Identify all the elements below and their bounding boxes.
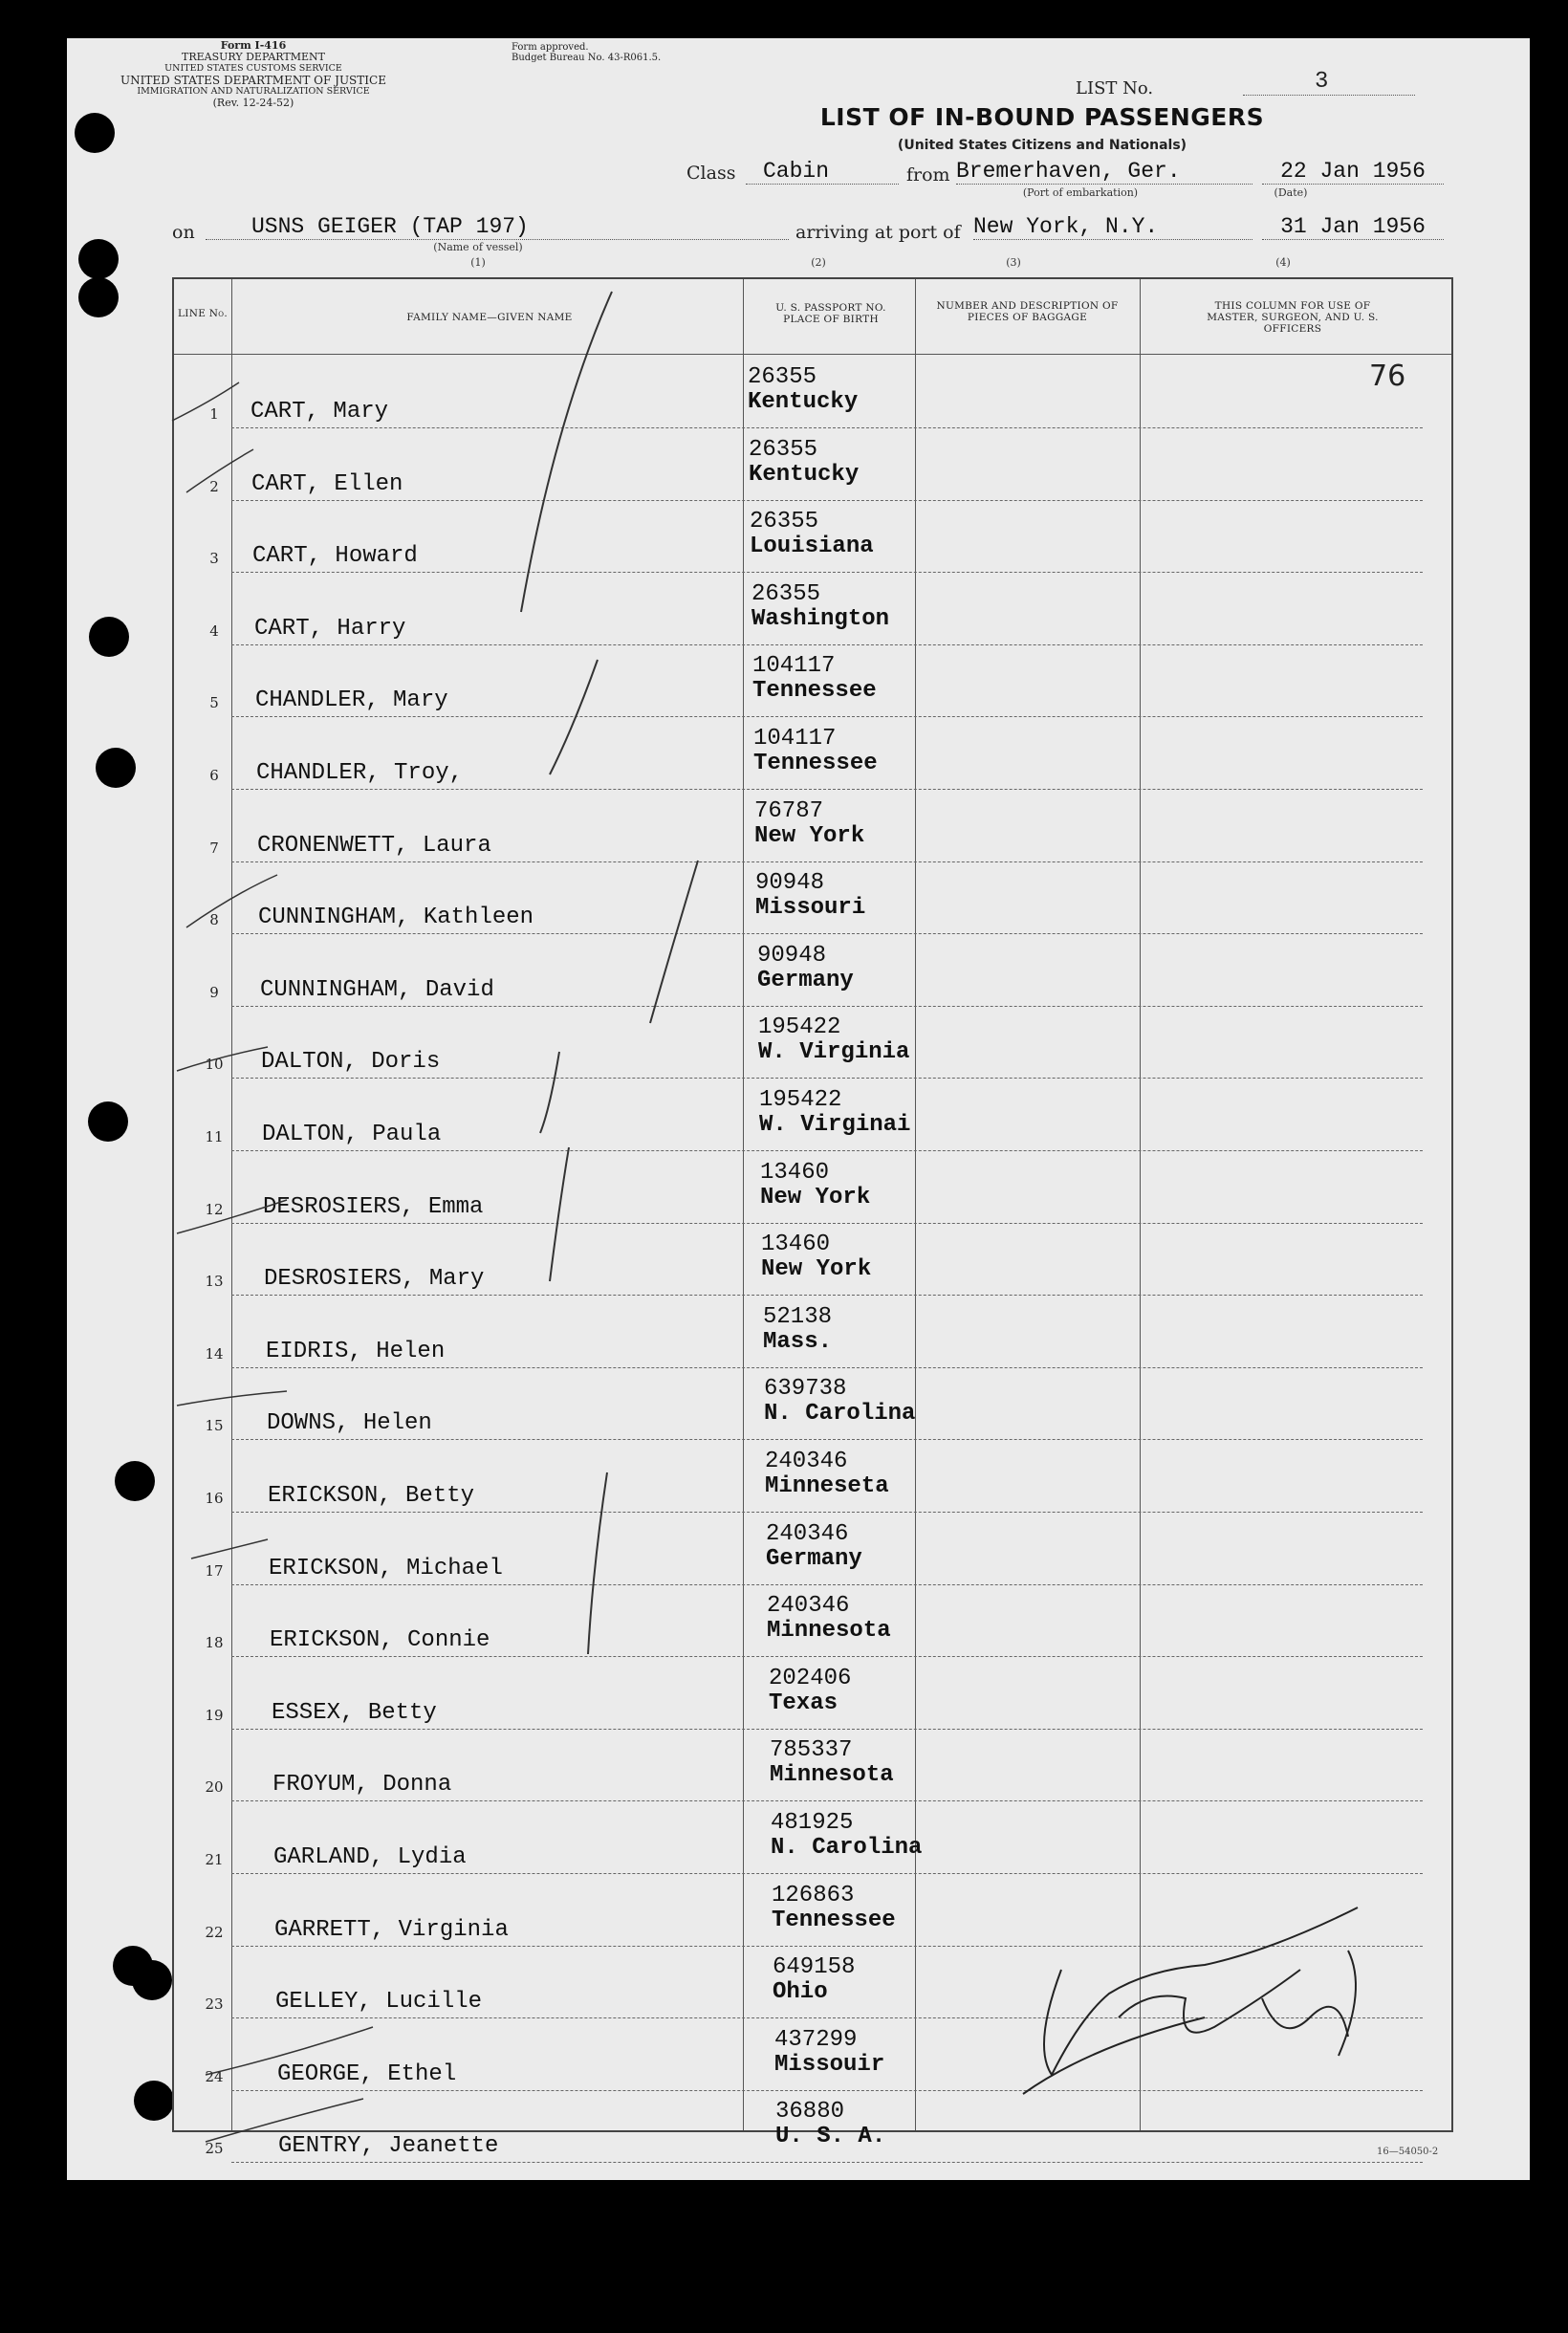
column-1-caption: (1)	[470, 256, 486, 269]
col-header-officers: THIS COLUMN FOR USE OF MASTER, SURGEON, AND U. S. OFFICERS	[1207, 300, 1379, 335]
passport-number: 104117	[753, 726, 837, 752]
place-of-birth: New York	[761, 1256, 872, 1283]
passport-number: 90948	[755, 870, 825, 897]
check-stroke	[650, 861, 698, 1023]
passenger-name: CRONENWETT, Laura	[257, 832, 491, 859]
form-number: Form I-416	[220, 39, 287, 52]
from-label: from	[906, 164, 950, 185]
line-number: 6	[209, 767, 219, 784]
check-stroke	[540, 1052, 559, 1133]
list-no-label: LIST No.	[1076, 78, 1154, 98]
on-label: on	[172, 222, 195, 243]
col-header-line-no: LINE No.	[178, 308, 228, 319]
check-stroke	[550, 660, 598, 774]
treasury-dept: TREASURY DEPARTMENT	[182, 51, 325, 63]
passenger-name: CART, Mary	[250, 399, 389, 425]
line-number: 16	[205, 1490, 224, 1507]
place-of-birth: Kentucky	[749, 461, 860, 488]
place-of-birth: Kentucky	[748, 389, 859, 415]
footer-code: 16—54050-2	[1377, 2147, 1439, 2157]
place-of-birth: Minneseta	[765, 1473, 889, 1499]
line-number: 14	[205, 1344, 224, 1363]
place-of-birth: New York	[760, 1184, 871, 1210]
passenger-name: DOWNS, Helen	[267, 1410, 432, 1437]
passport-number: 104117	[752, 653, 836, 680]
passenger-name: CART, Ellen	[251, 470, 403, 497]
arrival-port: New York, N.Y.	[973, 214, 1252, 240]
passport-number: 649158	[773, 1954, 856, 1981]
passenger-name: DALTON, Paula	[262, 1122, 442, 1147]
place-of-birth: Germany	[757, 967, 854, 993]
vessel-caption: (Name of vessel)	[433, 241, 523, 253]
line-number: 4	[209, 621, 219, 640]
place-of-birth: Washington	[751, 605, 890, 632]
justice-dept: UNITED STATES DEPARTMENT OF JUSTICE	[120, 74, 386, 87]
officer-note: 76	[1369, 360, 1406, 393]
line-number: 23	[205, 1995, 224, 2014]
passport-number: 26355	[749, 436, 818, 463]
passenger-name: DALTON, Doris	[261, 1049, 441, 1076]
line-number: 17	[205, 1561, 224, 1580]
line-number: 2	[209, 477, 219, 495]
line-number: 15	[205, 1417, 224, 1435]
list-no-value: 3	[1243, 69, 1415, 96]
document-subtitle: (United States Citizens and Nationals)	[897, 138, 1187, 153]
check-stroke	[550, 1147, 569, 1281]
passenger-name: DESROSIERS, Emma	[263, 1193, 484, 1220]
document-title: LIST OF IN-BOUND PASSENGERS	[819, 103, 1265, 131]
passenger-name: GARLAND, Lydia	[273, 1844, 467, 1870]
passport-number: 90948	[757, 942, 827, 969]
check-stroke	[521, 292, 612, 612]
place-of-birth: Tennessee	[772, 1907, 896, 1933]
passport-number: 639738	[764, 1376, 847, 1403]
column-3-caption: (3)	[1006, 256, 1021, 269]
passport-number: 26355	[750, 509, 819, 535]
place-of-birth: Minnesota	[767, 1618, 891, 1645]
column-4-caption: (4)	[1275, 256, 1291, 269]
line-number: 5	[209, 694, 219, 712]
passport-number: 240346	[766, 1520, 849, 1547]
line-number: 11	[205, 1128, 224, 1145]
passenger-name: ESSEX, Betty	[272, 1699, 437, 1726]
place-of-birth: Ohio	[773, 1979, 828, 2006]
passport-number: 52138	[763, 1303, 833, 1330]
col-header-passport: U. S. PASSPORT NO. PLACE OF BIRTH	[775, 302, 886, 325]
line-number: 20	[205, 1778, 224, 1797]
passport-number: 126863	[772, 1882, 855, 1908]
line-number: 3	[209, 550, 219, 568]
passenger-name: CHANDLER, Mary	[255, 687, 448, 714]
place-of-birth: Missouri	[755, 895, 866, 922]
passport-number: 437299	[774, 2026, 858, 2053]
passenger-name: CUNNINGHAM, Kathleen	[258, 905, 534, 931]
place-of-birth: Tennessee	[752, 678, 877, 705]
line-number: 18	[205, 1634, 224, 1652]
passport-number: 13460	[761, 1232, 831, 1258]
place-of-birth: Tennessee	[753, 751, 878, 776]
passenger-name: EIDRIS, Helen	[266, 1338, 446, 1364]
place-of-birth: Texas	[769, 1690, 838, 1716]
line-number: 21	[205, 1851, 224, 1868]
line-tick-marks	[172, 382, 373, 2142]
passport-number: 240346	[765, 1449, 848, 1474]
budget-bureau-line: Budget Bureau No. 43-R061.5.	[512, 53, 662, 63]
class-value: Cabin	[746, 159, 899, 185]
passport-number: 76787	[754, 797, 824, 824]
column-2-caption: (2)	[811, 256, 826, 269]
embarkation-port-caption: (Port of embarkation)	[1022, 186, 1139, 199]
passport-number: 36880	[775, 2099, 845, 2126]
place-of-birth: N. Carolina	[764, 1401, 916, 1428]
place-of-birth: W. Virginai	[759, 1112, 911, 1138]
passport-number: 195422	[759, 1087, 842, 1113]
passenger-name: GARRETT, Virginia	[274, 1916, 509, 1943]
passenger-name: CART, Harry	[254, 615, 406, 642]
passenger-name: ERICKSON, Connie	[270, 1627, 490, 1654]
line-number: 8	[209, 911, 219, 929]
line-number: 10	[205, 1056, 224, 1074]
place-of-birth: Germany	[766, 1545, 862, 1572]
place-of-birth: U. S. A.	[775, 2124, 886, 2150]
col-header-baggage: NUMBER AND DESCRIPTION OF PIECES OF BAGGAGE	[936, 300, 1119, 323]
passport-number: 26355	[751, 580, 821, 607]
line-number: 19	[205, 1706, 224, 1724]
line-number: 24	[205, 2067, 224, 2085]
embarkation-date-caption: (Date)	[1274, 186, 1308, 199]
place-of-birth: N. Carolina	[771, 1835, 923, 1861]
passenger-name: CART, Howard	[252, 543, 418, 570]
line-number: 22	[205, 1923, 224, 1941]
arrival-date: 31 Jan 1956	[1262, 214, 1444, 240]
col-header-name: FAMILY NAME—GIVEN NAME	[406, 312, 573, 323]
passenger-name: FROYUM, Donna	[272, 1772, 452, 1799]
place-of-birth: Louisiana	[750, 534, 874, 560]
revision-date: (Rev. 12-24-52)	[212, 97, 294, 109]
passenger-name: ERICKSON, Michael	[269, 1555, 503, 1581]
check-stroke	[588, 1472, 607, 1654]
place-of-birth: W. Virginia	[758, 1039, 910, 1066]
vessel-name: USNS GEIGER (TAP 197)	[206, 214, 789, 240]
line-number: 13	[205, 1273, 224, 1291]
ins-service: IMMIGRATION AND NATURALIZATION SERVICE	[137, 86, 370, 97]
passenger-name: GENTRY, Jeanette	[278, 2133, 499, 2160]
passenger-name: GELLEY, Lucille	[275, 1989, 483, 2016]
passport-number: 481925	[771, 1810, 854, 1836]
passport-number: 202406	[769, 1665, 852, 1691]
arriving-label: arriving at port of	[795, 222, 961, 243]
class-label: Class	[686, 163, 736, 184]
passport-number: 240346	[767, 1593, 850, 1620]
place-of-birth: Mass.	[763, 1328, 833, 1355]
embarkation-port: Bremerhaven, Ger.	[956, 159, 1252, 185]
embarkation-date: 22 Jan 1956	[1262, 159, 1444, 185]
line-number: 1	[209, 405, 219, 423]
place-of-birth: Missouir	[774, 2051, 885, 2078]
line-number: 9	[209, 983, 219, 1001]
passport-number: 195422	[758, 1014, 841, 1041]
place-of-birth: Minnesota	[770, 1762, 894, 1789]
passport-number: 785337	[770, 1737, 853, 1764]
passenger-name: DESROSIERS, Mary	[264, 1266, 485, 1293]
passenger-name: GEORGE, Ethel	[277, 2060, 457, 2087]
customs-service: UNITED STATES CUSTOMS SERVICE	[164, 63, 342, 74]
place-of-birth: New York	[754, 822, 865, 849]
line-number: 7	[209, 839, 219, 857]
line-number: 12	[205, 1200, 224, 1218]
passport-number: 13460	[760, 1159, 830, 1186]
passenger-name: ERICKSON, Betty	[268, 1483, 475, 1509]
passenger-name: CHANDLER, Troy,	[256, 760, 464, 786]
passenger-name: CUNNINGHAM, David	[260, 976, 494, 1003]
line-number: 25	[205, 2140, 224, 2158]
passport-number: 26355	[748, 364, 817, 390]
approval-line: Form approved.	[512, 42, 589, 53]
signature	[1023, 1908, 1358, 2094]
